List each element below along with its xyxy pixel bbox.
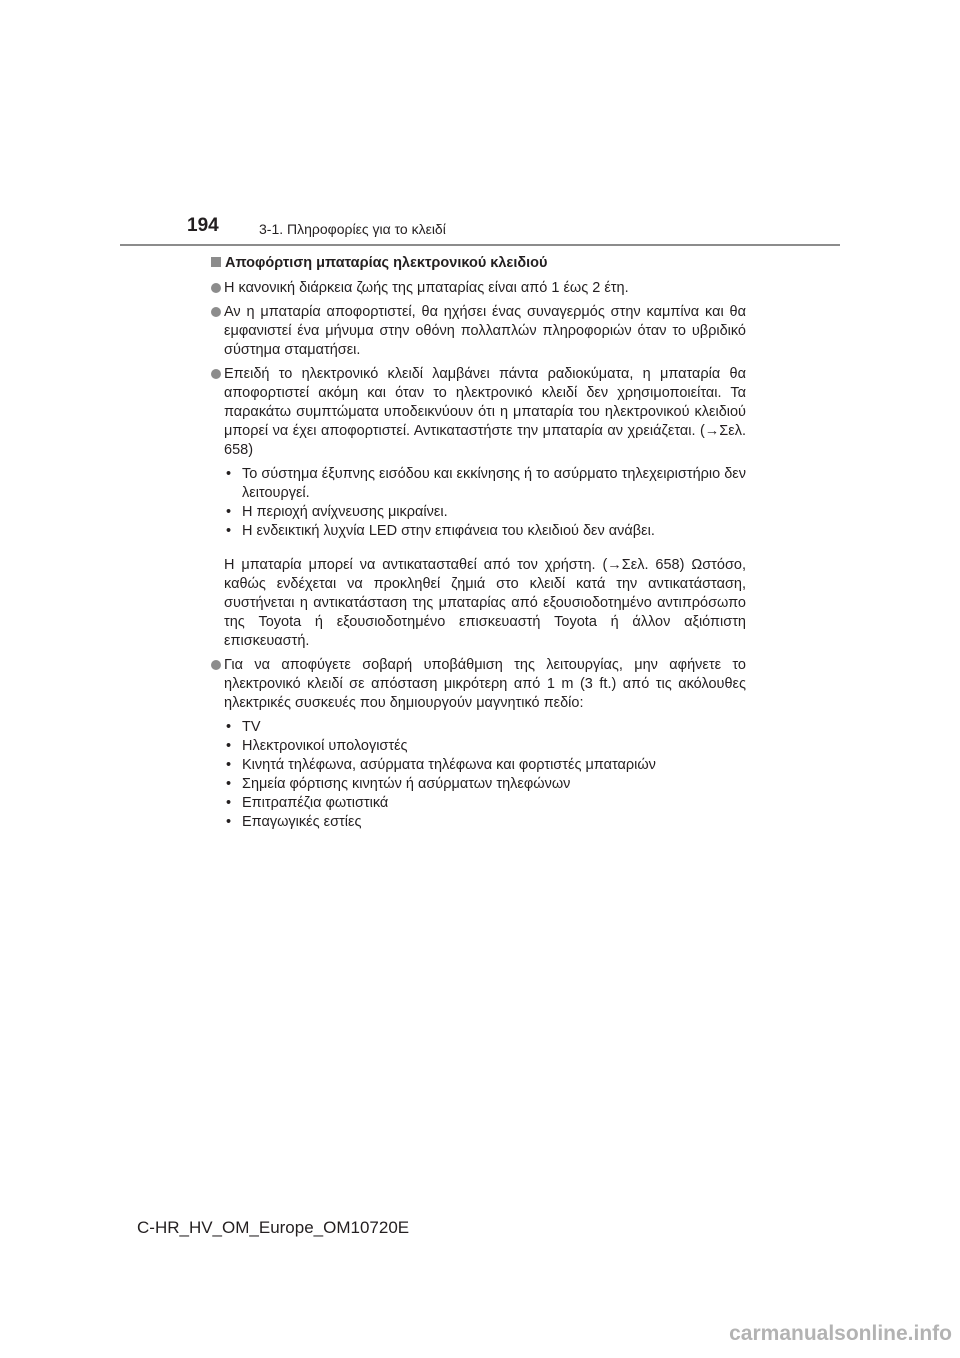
sub-list-item-text: Επαγωγικές εστίες [242,813,362,830]
sub-list-item-text: Το σύστημα έξυπνης εισόδου και εκκίνησης ή το ασύρματο τηλεχειριστήριο δεν λειτουργεί. [242,466,746,501]
header-rule [120,244,840,246]
dot-bullet: • [226,775,232,792]
sub-list-item-text: Κινητά τηλέφωνα, ασύρματα τηλέφωνα και φορτιστές μπαταριών [242,756,656,773]
sub-list-item [224,522,746,541]
document-code: C-HR_HV_OM_Europe_OM10720E [137,1218,410,1237]
device-list [224,718,746,832]
list-item-text: Η κανονική διάρκεια ζωής της μπαταρίας είναι από 1 έως 2 έτη. [224,280,629,296]
list-item [211,303,746,360]
sub-list-item [224,718,746,737]
section-heading [211,254,746,273]
dot-bullet: • [226,466,232,482]
dot-bullet: • [226,523,232,539]
sub-list-item-text: Σημεία φόρτισης κινητών ή ασύρματων τηλεφώνων [242,775,571,792]
circle-bullet-icon [211,369,221,379]
list-item [211,656,746,847]
sub-list-item [224,503,746,522]
list-item [211,365,746,651]
sub-list-item-text: Η ενδεικτική λυχνία LED στην επιφάνεια του κλειδιού δεν ανάβει. [242,523,655,539]
circle-bullet-icon [211,283,221,293]
dot-bullet: • [226,718,232,735]
sub-list-item [224,813,746,832]
dot-bullet: • [226,794,232,811]
sub-list-item-text: TV [242,718,261,735]
square-bullet-icon [211,257,221,267]
list-item [211,279,746,298]
list-item-body [224,279,746,298]
replacement-note: Η μπαταρία μπορεί να αντικατασταθεί από τον χρήστη. (→Σελ. 658) Ωστόσο, καθώς ενδέχεται να προκληθεί ζημιά στο κλειδί κατά την αντικατάσταση, συστήνεται η αντικατάσταση της μπαταρίας από εξουσιοδοτημένο αντιπρόσωπο της Toyota ή εξουσιοδοτημένο επισκευαστή Toyota ή άλλον αξιόπιστη επισκευαστή. [224,556,746,649]
dot-bullet: • [226,756,232,773]
sub-list-item-text: Η περιοχή ανίχνευσης μικραίνει. [242,504,448,520]
section-title: 3-1. Πληροφορίες για το κλειδί [259,221,446,237]
page-number: 194 [187,215,219,236]
sub-list-item-text: Ηλεκτρονικοί υπολογιστές [242,737,408,754]
list-item-body [224,303,746,360]
sub-list-item-text: Επιτραπέζια φωτιστικά [242,794,389,811]
list-item-text: Αν η μπαταρία αποφορτιστεί, θα ηχήσει ένας συναγερμός στην καμπίνα και θα εμφανιστεί ένα μήνυμα στην οθόνη πολλαπλών πληροφοριών όταν το υβριδικό σύστημα σταματήσει. [224,304,746,358]
watermark-link[interactable]: carmanualsonline.info [729,1322,952,1345]
sub-list-item [224,794,746,813]
list-item-text: Επειδή το ηλεκτρονικό κλειδί λαμβάνει πάντα ραδιοκύματα, η μπαταρία θα αποφορτιστεί ακόμη και όταν το ηλεκτρονικό κλειδί δεν χρησιμοποιείται. Τα παρακάτω συμπτώματα υποδεικνύουν ότι η μπαταρία του ηλεκτρονικού κλειδιού μπορεί να έχει αποφορτιστεί. Αντικαταστήστε την μπαταρία αν χρειάζεται. (→Σελ. 658) [224,366,746,458]
dot-bullet: • [226,504,232,520]
dot-bullet: • [226,737,232,754]
list-item-text: Για να αποφύγετε σοβαρή υποβάθμιση της λειτουργίας, μην αφήνετε το ηλεκτρονικό κλειδί σε απόσταση μικρότερη από 1 m (3 ft.) από τις ακόλουθες ηλεκτρικές συσκευές που δημιουργούν μαγνητικό πεδίο: [224,656,746,711]
circle-bullet-icon [211,307,221,317]
section-heading-text: Αποφόρτιση μπαταρίας ηλεκτρονικού κλειδιού [225,255,548,271]
sub-list-item [224,775,746,794]
sub-list-item [224,737,746,756]
dot-bullet: • [226,813,232,830]
symptom-list [224,465,746,541]
main-content [211,254,746,846]
list-item-body [224,365,746,651]
list-item-body [224,656,746,847]
circle-bullet-icon [211,660,221,670]
sub-list-item [224,465,746,503]
sub-list-item [224,756,746,775]
